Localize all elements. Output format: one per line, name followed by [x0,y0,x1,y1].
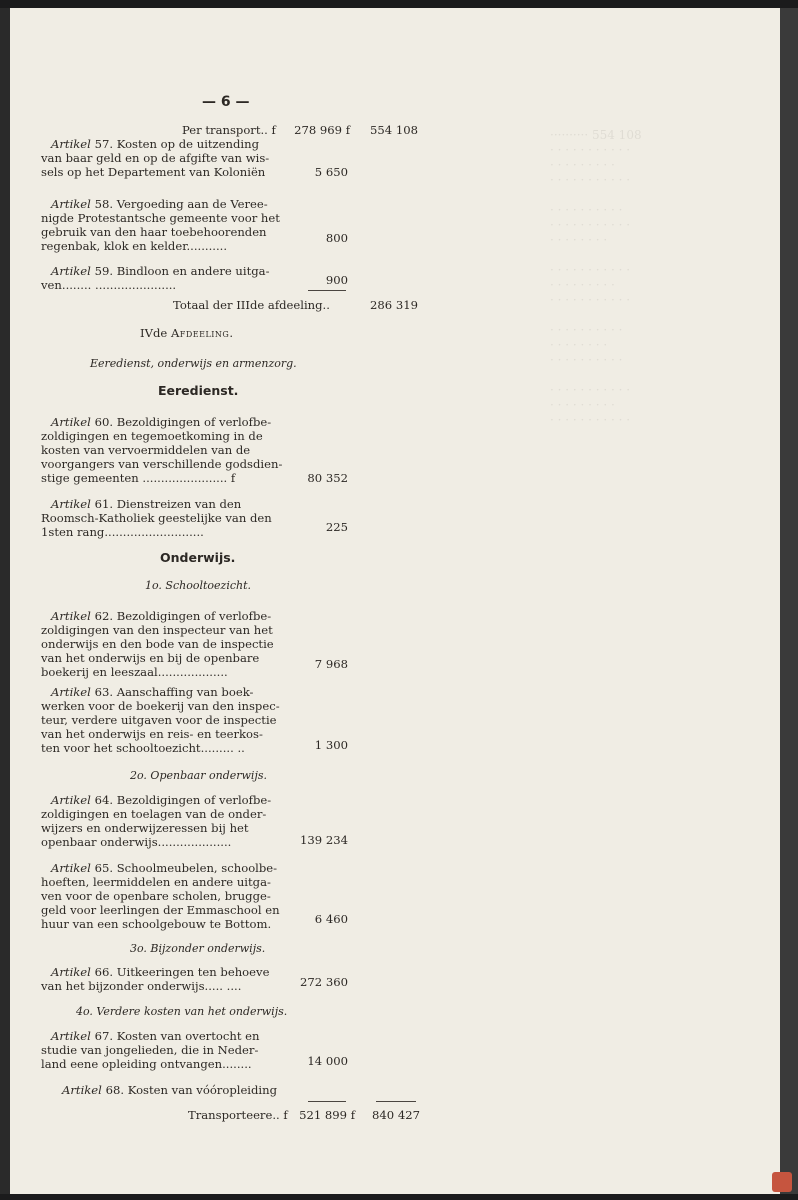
article-60-line-1: Artikel 60. Bezoldigingen of verlofbe- [51,415,272,429]
article-65-line-1: Artikel 65. Schoolmeubelen, schoolbe- [51,861,278,875]
article-63-line-2: werken voor de boekerij van den inspec- [41,699,280,713]
section-subtitle: Eeredienst, onderwijs en armenzorg. [90,357,297,370]
article-60-line-2: zoldigingen en tegemoetkoming in de [41,429,263,443]
section-title: IVde Afdeeling. [140,326,234,340]
heading-onderwijs: Onderwijs. [160,550,236,565]
article-60-amount: 80 352 [307,471,348,485]
article-57-line-3: sels op het Departement van Koloniën [41,165,266,179]
article-63-line-3: teur, verdere uitgaven voor de inspectie [41,713,277,727]
article-67-line-3: land eene opleiding ontvangen........ [41,1057,252,1071]
article-58-line-1: Artikel 58. Vergoeding aan de Veree- [51,197,268,211]
article-57-amount: 5 650 [314,165,348,179]
article-64-line-2: zoldigingen en toelagen van de onder- [41,807,267,821]
article-61-line-3: 1sten rang........................... [41,525,204,539]
subtotal-rule [308,290,346,291]
per-transport-col2: 554 108 [370,123,418,137]
article-62-line-5: boekerij en leeszaal................... [41,665,228,679]
article-58-amount: 800 [325,231,348,245]
article-61-line-1: Artikel 61. Dienstreizen van den [51,497,242,511]
show-through-text: ·········· 554 108 · · · · · · · · · · · · · · · · · · · · · · · · · · · · · · · · · · · · · · · · · · · · · · · · · · · · · · · · · · · · · · · · · · · · · · · · · · · · · · · · · · · · · · · · · · · · · · · · · · · · · · · · · · · · · · · · · · · · · · · · · · · · · · · · · · · · · · · · · · · · · · · · · · · · · · [550,128,642,427]
article-66-amount: 272 360 [300,975,348,989]
article-64-line-3: wijzers en onderwijzeressen bij het [41,821,249,835]
subheading-schooltoezicht: 1o. Schooltoezicht. [145,579,251,592]
document-page [10,8,780,1194]
subheading-verdere-kosten: 4o. Verdere kosten van het onderwijs. [76,1005,288,1018]
article-62-amount: 7 968 [314,657,348,671]
article-67-line-2: studie van jongelieden, die in Neder- [41,1043,259,1057]
article-57-line-1: Artikel 57. Kosten op de uitzending [51,137,260,151]
article-63-line-5: ten voor het schooltoezicht......... .. [41,741,245,755]
article-64-line-1: Artikel 64. Bezoldigingen of verlofbe- [51,793,272,807]
article-64-amount: 139 234 [300,833,348,847]
article-59-amount: 900 [325,273,348,287]
article-58-line-4: regenbak, klok en kelder........... [41,239,228,253]
article-61-line-2: Roomsch-Katholiek geestelijke van den [41,511,272,525]
library-stamp-mark [772,1172,792,1192]
article-68-line-1: Artikel 68. Kosten van vóóropleiding [62,1083,278,1097]
article-67-line-1: Artikel 67. Kosten van overtocht en [51,1029,260,1043]
transporteere-label: Transporteere.. f [188,1108,288,1122]
totaal-label: Totaal der IIIde afdeeling.. [173,298,330,312]
article-65-line-4: geld voor leerlingen der Emmaschool en [41,903,280,917]
article-59-line-1: Artikel 59. Bindloon en andere uitga- [51,264,270,278]
subheading-openbaar: 2o. Openbaar onderwijs. [130,769,267,782]
totaal-amount: 286 319 [370,298,418,312]
left-page-edge [0,8,10,1194]
transport-rule-1 [308,1101,346,1102]
transport-rule-2 [376,1101,416,1102]
article-61-amount: 225 [325,520,348,534]
article-65-amount: 6 460 [314,912,348,926]
article-62-line-3: onderwijs en den bode van de inspectie [41,637,274,651]
book-spine [780,8,798,1194]
article-66-line-1: Artikel 66. Uitkeeringen ten behoeve [51,965,270,979]
article-62-line-1: Artikel 62. Bezoldigingen of verlofbe- [51,609,272,623]
article-60-line-3: kosten van vervoermiddelen van de [41,443,251,457]
article-57-line-2: van baar geld en op de afgifte van wis- [41,151,270,165]
heading-eeredienst: Eeredienst. [158,383,239,398]
article-65-line-3: ven voor de openbare scholen, brugge- [41,889,271,903]
transporteere-col1: 521 899 f [299,1108,355,1122]
subheading-bijzonder: 3o. Bijzonder onderwijs. [130,942,266,955]
article-63-line-1: Artikel 63. Aanschaffing van boek- [51,685,254,699]
article-63-amount: 1 300 [314,738,348,752]
per-transport-label: Per transport.. f [182,123,276,137]
article-58-line-3: gebruik van den haar toebehoorenden [41,225,267,239]
per-transport-col1: 278 969 f [294,123,350,137]
article-62-line-4: van het onderwijs en bij de openbare [41,651,260,665]
article-67-amount: 14 000 [307,1054,348,1068]
article-60-line-5: stige gemeenten ....................... f [41,471,236,485]
article-59-line-2: ven........ ...................... [41,278,177,292]
article-65-line-5: huur van een schoolgebouw te Bottom. [41,917,272,931]
article-60-line-4: voorgangers van verschillende godsdien- [41,457,283,471]
article-66-line-2: van het bijzonder onderwijs..... .... [41,979,242,993]
page-number: — 6 — [202,94,250,110]
transporteere-col2: 840 427 [372,1108,420,1122]
article-63-line-4: van het onderwijs en reis- en teerkos- [41,727,263,741]
article-58-line-2: nigde Protestantsche gemeente voor het [41,211,280,225]
article-64-line-4: openbaar onderwijs.................... [41,835,232,849]
article-65-line-2: hoeften, leermiddelen en andere uitga- [41,875,271,889]
article-62-line-2: zoldigingen van den inspecteur van het [41,623,273,637]
